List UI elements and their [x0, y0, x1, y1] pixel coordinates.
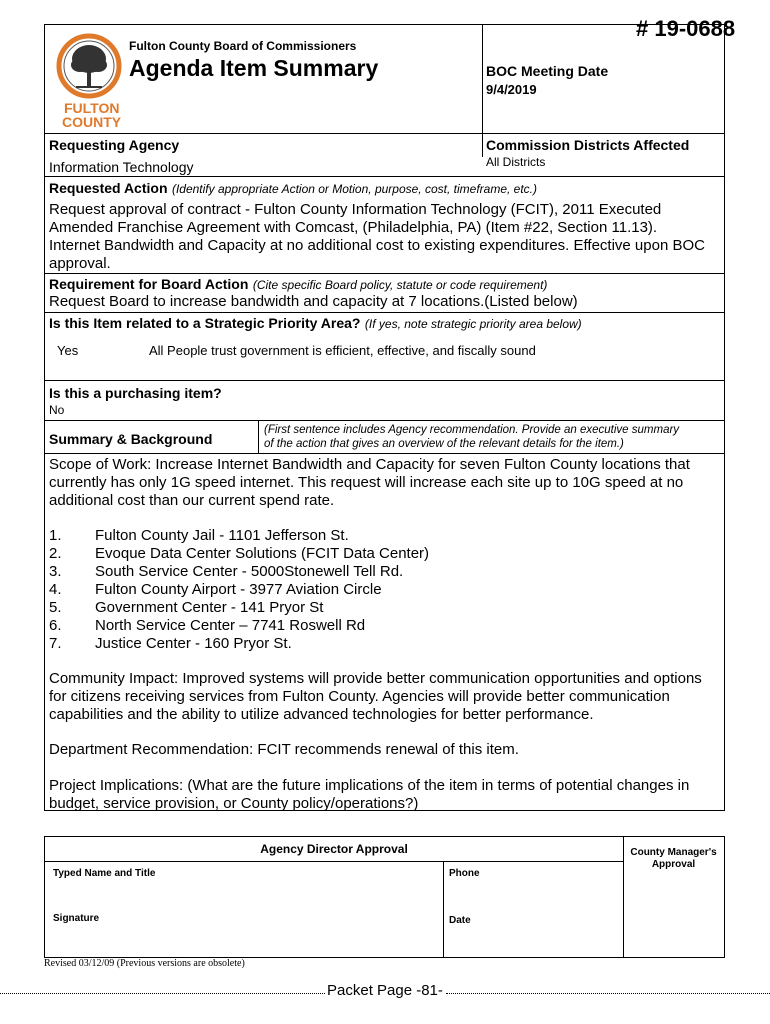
strategic-label: Is this Item related to a Strategic Priority Area?	[49, 315, 361, 331]
community-impact	[49, 670, 702, 724]
strategic-header	[49, 315, 582, 333]
fulton-county-logo	[56, 33, 122, 128]
agenda-form	[44, 24, 725, 811]
districts-label: Commission Districts Affected	[486, 137, 690, 153]
list-text: Fulton County Jail - 1101 Jefferson St.	[95, 527, 349, 544]
districts-value: All Districts	[486, 155, 546, 169]
purchasing-label: Is this a purchasing item?	[49, 385, 222, 401]
list-item	[49, 563, 649, 581]
list-item	[49, 527, 649, 545]
agency-director-approval: Agency Director Approval	[260, 842, 408, 856]
purchasing-answer: No	[49, 403, 65, 417]
list-text: Justice Center - 160 Pryor St.	[95, 635, 292, 652]
list-item	[49, 581, 649, 599]
list-number: 1.	[49, 527, 62, 544]
list-number: 3.	[49, 563, 62, 580]
packet-page: Packet Page -81-	[327, 982, 443, 999]
org-name: Fulton County Board of Commissioners	[129, 39, 357, 53]
summary-hint-line: (First sentence includes Agency recommendation. Provide an executive summary	[264, 424, 680, 436]
boc-date: 9/4/2019	[486, 82, 537, 97]
strategic-hint: (If yes, note strategic priority area below)	[364, 317, 582, 331]
project-implications	[49, 777, 689, 813]
phone-label: Phone	[449, 868, 480, 879]
requested-action-hint: (Identify appropriate Action or Motion, purpose, cost, timeframe, etc.)	[171, 182, 538, 196]
list-text: Evoque Data Center Solutions (FCIT Data Center)	[95, 545, 430, 562]
date-label: Date	[449, 915, 471, 926]
list-item	[49, 545, 649, 563]
requesting-agency-label: Requesting Agency	[49, 137, 180, 153]
requested-action-label: Requested Action	[49, 180, 168, 196]
packet-rule-right	[446, 993, 770, 994]
revised-note: Revised 03/12/09 (Previous versions are obsolete)	[44, 958, 245, 969]
requested-action-line: Internet Bandwidth and Capacity at no additional cost to existing expenditures. Effective upon BOC	[49, 237, 705, 254]
project-line: budget, service provision, or County policy/operations?)	[49, 795, 419, 812]
list-item	[49, 635, 649, 653]
scope-line: currently has only 1G speed internet. This request will increase each site up to 10G speed at no	[49, 474, 684, 491]
department-recommendation: Department Recommendation: FCIT recommends renewal of this item.	[49, 741, 519, 758]
logo-text-county: COUNTY	[62, 114, 122, 130]
list-text: Government Center - 141 Pryor St	[95, 599, 324, 616]
county-manager-approval	[623, 847, 724, 871]
logo-text-fulton: FULTON	[64, 100, 120, 116]
community-line: Community Impact: Improved systems will provide better communication opportunities and options	[49, 670, 702, 687]
requested-action-line: Request approval of contract - Fulton County Information Technology (FCIT), 2011 Executed	[49, 201, 662, 218]
list-number: 2.	[49, 545, 62, 562]
community-line: capabilities and the ability to utilize advanced technologies for better performance.	[49, 706, 594, 723]
boc-label: BOC Meeting Date	[486, 63, 609, 79]
scope-of-work	[49, 456, 690, 510]
board-action-hint: (Cite specific Board policy, statute or code requirement)	[252, 278, 548, 292]
strategic-area: All People trust government is efficient, effective, and fiscally sound	[149, 343, 536, 358]
requested-action-header	[49, 180, 537, 198]
project-line: Project Implications: (What are the future implications of the item in terms of potential changes in	[49, 777, 690, 794]
scope-line: additional cost than our current spend rate.	[49, 492, 335, 509]
strategic-answer: Yes	[57, 343, 79, 358]
county-manager-line: County Manager's	[630, 847, 717, 858]
typed-name-label: Typed Name and Title	[53, 868, 156, 879]
list-number: 7.	[49, 635, 62, 652]
list-item	[49, 599, 649, 617]
summary-label: Summary & Background	[49, 431, 213, 447]
site-list	[49, 527, 649, 653]
scope-line: Scope of Work: Increase Internet Bandwidth and Capacity for seven Fulton County locations that	[49, 456, 690, 473]
community-line: for citizens receiving services from Fulton County. Agencies will provide better communication	[49, 688, 670, 705]
item-number: # 19-0688	[636, 16, 736, 41]
requested-action-line: approval.	[49, 255, 111, 272]
list-number: 6.	[49, 617, 62, 634]
list-text: South Service Center - 5000Stonewell Tell Rd.	[95, 563, 404, 580]
board-action-label: Requirement for Board Action	[49, 276, 249, 292]
board-action-header	[49, 276, 547, 294]
requesting-agency-value: Information Technology	[49, 159, 194, 175]
signature-label: Signature	[53, 913, 100, 924]
summary-hint	[264, 423, 679, 451]
summary-hint-line: of the action that gives an overview of the relevant details for the item.)	[264, 438, 624, 450]
list-number: 4.	[49, 581, 62, 598]
list-item	[49, 617, 649, 635]
list-number: 5.	[49, 599, 62, 616]
page-title: Agenda Item Summary	[129, 55, 379, 81]
list-text: North Service Center – 7741 Roswell Rd	[95, 617, 366, 634]
requested-action-line: Amended Franchise Agreement with Comcast, (Philadelphia, PA) (Item #22, Section 11.13).	[49, 219, 658, 236]
board-action-value: Request Board to increase bandwidth and capacity at 7 locations.(Listed below)	[49, 293, 578, 310]
packet-rule-left	[0, 993, 325, 994]
requested-action-text	[49, 201, 721, 273]
approval-box	[44, 836, 725, 958]
list-text: Fulton County Airport - 3977 Aviation Circle	[95, 581, 382, 598]
county-manager-line: Approval	[651, 859, 696, 870]
